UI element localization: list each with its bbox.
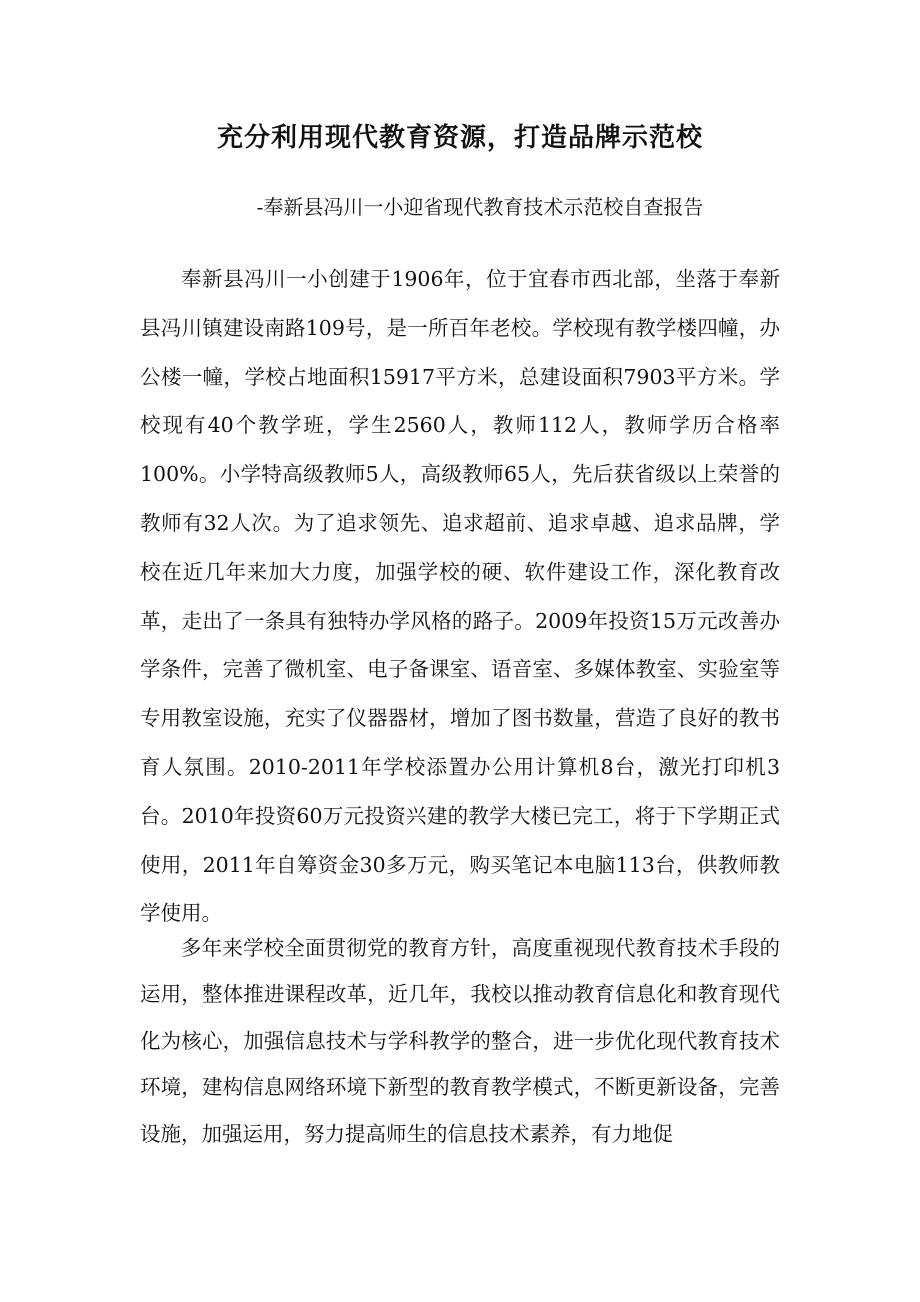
document-subtitle: -奉新县冯川一小迎省现代教育技术示范校自查报告 [256, 195, 704, 219]
document-title: 充分利用现代教育资源，打造品牌示范校 [216, 123, 703, 153]
paragraph-education-policy: 多年来学校全面贯彻党的教育方针，高度重视现代教育技术手段的运用，整体推进课程改革，近几年，我校以推动教育信息化和教育现代化为核心，加强信息技术与学科教学的整合，进一步优化现代教育技术环境，建构信息网络环境下新型的教育教学模式，不断更新设备，完善设施，加强运用，努力提高师生的信息技术素养，有力地促 [140, 936, 780, 1146]
paragraph-school-overview: 奉新县冯川一小创建于1906年，位于宜春市西北部，坐落于奉新县冯川镇建设南路109号，是一所百年老校。学校现有教学楼四幢，办公楼一幢，学校占地面积15917平方米，总建设面积7903平方米。学校现有40个教学班，学生2560人，教师112人，教师学历合格率100%。小学特高级教师5人，高级教师65人，先后获省级以上荣誉的教师有32人次。为了追求领先、追求超前、追求卓越、追求品牌，学校在近几年来加大力度，加强学校的硬、软件建设工作，深化教育改革，走出了一条具有独特办学风格的路子。2009年投资15万元改善办学条件，完善了微机室、电子备课室、语音室、多媒体教室、实验室等专用教室设施，充实了仪器器材，增加了图书数量，营造了良好的教书育人氛围。2010-2011年学校添置办公用计算机8台，激光打印机3台。2010年投资60万元投资兴建的教学大楼已完工，将于下学期正式使用，2011年自筹资金30多万元，购买笔记本电脑113台，供教师教学使用。 [140, 267, 780, 926]
